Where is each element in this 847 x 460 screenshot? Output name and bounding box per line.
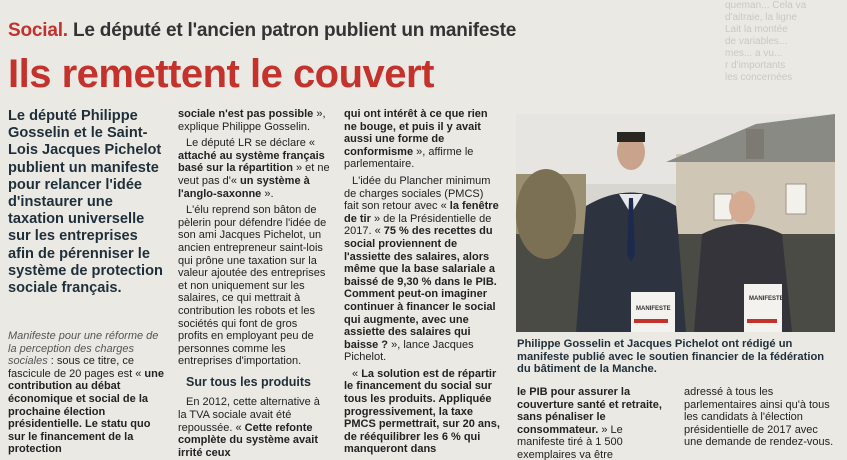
bleed-through-text: queman... Cela va d'aitraie, la ligne Lait la montée de variables... mes... a vu... r d'importants les concernées (725, 0, 807, 83)
quote-text: 75 % des recettes du social proviennent de l'assiette des salaires, alors même que la base salariale a baissé de 9,30 % dans le PIB. Comment peut-on imaginer continuer à financer le social qui augmente, avec une assiette des salaires qui baisse ? (344, 225, 497, 351)
photo-illustration (516, 114, 835, 332)
section-label: Social. (8, 20, 68, 41)
quote-text: la fenêtre de tir (344, 200, 499, 225)
body-text: », lance Jacques Pichelot. (344, 338, 474, 364)
article-column-4 (517, 386, 669, 460)
body-paragraph: adressé à tous les parlementaires ainsi qu'à tous les candidats à l'élection présidentielle de 2017 avec une demande de rendez-vous. (684, 386, 834, 449)
body-text: Le député LR se déclare « (186, 137, 316, 150)
quote-text: qui ont intérêt à ce que rien ne bouge, et puis il y avait aussi une forme de conformisme (344, 108, 488, 158)
quote-text: attaché au système français basé sur la répartition (178, 149, 325, 175)
body-text: En 2012, cette alternative à la TVA sociale avait été repoussée. « (178, 396, 320, 434)
body-paragraph: L'élu reprend son bâton de pèlerin pour défendre l'idée de son ami Jacques Pichelot, un ancien entrepreneur saint-lois qui prône une taxation sur la valeur ajoutée des entreprises et non uniquement sur les salaires, ce qui mettrait à contribution les robots et les sociétés qui font de gros profits en employant peu de personnes comme les entreprises d'importation. (178, 204, 327, 368)
body-text: » et ne veut pas d'« (178, 162, 330, 187)
kicker-subtitle: Le député et l'ancien patron publient un manifeste (72, 20, 517, 41)
article-column-5 (684, 386, 836, 449)
photo-caption: Philippe Gosselin et Jacques Pichelot ont rédigé un manifeste publié avec le soutien financier de la fédération du bâtiment de la Manche. (517, 338, 825, 376)
section-subhead: Sur tous les produits (186, 374, 312, 389)
quote-text: un système à l'anglo-saxonne (178, 174, 310, 200)
body-text: » de la Présidentielle de 2017. « (344, 212, 492, 238)
note-quote: une contribution au débat économique et social de la prochaine élection présidentielle. Le statu quo sur le financement de la protection (8, 367, 164, 456)
article-photo (516, 114, 835, 332)
body-text: », affirme le parlementaire. (344, 145, 474, 171)
body-text: ». (261, 187, 274, 200)
article-column-3 (344, 108, 500, 460)
book-label: MANIFESTE (636, 306, 671, 312)
body-text: », explique Philippe Gosselin. (178, 108, 326, 133)
quote-text: le PIB pour assurer la couverture santé et retraite, sans pénaliser le consommateur. (517, 386, 662, 436)
quote-text: Cette refonte complète du système avait irrité ceux (178, 421, 319, 459)
note-text: : sous ce titre, ce fascicule de 20 pages est « (8, 355, 145, 380)
lead-paragraph: Le député Philippe Gosselin et le Saint-Lois Jacques Pichelot publient un manifeste pour relancer l'idée d'instaurer une taxation universelle sur les entreprises afin de pérenniser le système de protection sociale français. (8, 108, 163, 297)
quote-text: sociale n'est pas possible (178, 108, 314, 120)
body-text: « (352, 367, 362, 380)
kicker (8, 20, 516, 42)
body-text: L'idée du Plancher minimum de charges sociales (PMCS) fait son retour avec « (344, 174, 491, 213)
book-label: MANIFESTE (749, 296, 784, 302)
headline: Ils remettent le couvert (8, 52, 434, 96)
manifesto-title: Manifeste pour une réforme de la perception des charges sociales (8, 330, 159, 368)
sidebar-note (8, 330, 165, 456)
article-column-2 (178, 108, 330, 460)
body-text: » Le manifeste tiré à 1 500 exemplaires va être (517, 423, 623, 460)
quote-text: La solution est de répartir le financement du social sur tous les produits. Appliquée progressivement, la taxe PMCS permettrait, sur 20 ans, de rééquilibrer les 6 % qui manqueront dans (344, 367, 500, 456)
